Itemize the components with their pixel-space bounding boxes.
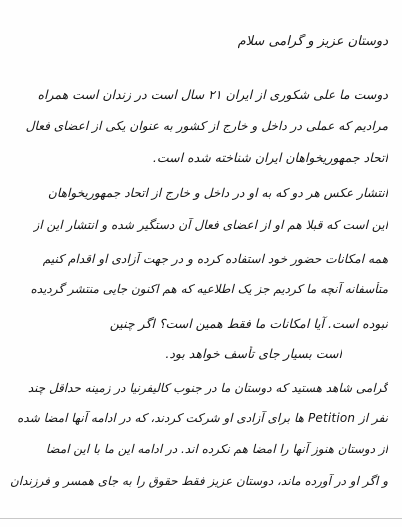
paragraph1-line2: مرادیم که عملی در داخل و خارج از کشور به عنوان یکی از اعضای فعال bbox=[25, 119, 388, 133]
paragraph2-line1: انتشار عکس هر دو که به او در داخل و خارج از اتحاد جمهوریخواهان bbox=[47, 186, 388, 200]
paragraph2-line2: این است که قبلا هم او از اعضای فعال آن دستگیر شده و انتشار این از bbox=[33, 218, 388, 232]
paragraph3-line3: از دوستان هنوز آنها را امضا هم نکرده اند. در ادامه این ما با این امضا bbox=[45, 442, 388, 456]
paragraph1-line3: اتحاد جمهوریخواهان ایران شناخته شده است. bbox=[152, 150, 388, 165]
paragraph2-line3: همه امکانات حضور خود استفاده کرده و در جهت آزادی او اقدام کنیم bbox=[42, 252, 388, 266]
paragraph2-line4: متأسفانه آنچه ما کردیم جز یک اطلاعیه که هم اکنون جایی منتشر گردیده bbox=[30, 282, 388, 296]
paragraph3-line4: و اگر او در آورده ماند، دوستان عزیز فقط حقوق را به جای همسر و فرزندان bbox=[9, 474, 388, 488]
paragraph3-line1: گرامی شاهد هستید که دوستان ما در جنوب کالیفرنیا در زمینه حداقل چند bbox=[27, 381, 388, 395]
page-bottom-edge bbox=[0, 518, 402, 519]
paragraph2-line5: نبوده است. آیا امکانات ما فقط همین است؟ اگر چنین bbox=[109, 316, 388, 331]
salutation: دوستان عزیز و گرامی سلام bbox=[237, 34, 388, 49]
paragraph1-line1: دوست ما علی شکوری از ایران ۲۱ سال است در زندان است همراه bbox=[37, 87, 388, 102]
paragraph2-line6: است بسیار جای تأسف خواهد بود. bbox=[165, 346, 342, 361]
paragraph3-line2: نفر از Petition ها برای آزادی او شرکت کردند، که در ادامه آنها امضا شده bbox=[17, 411, 388, 425]
